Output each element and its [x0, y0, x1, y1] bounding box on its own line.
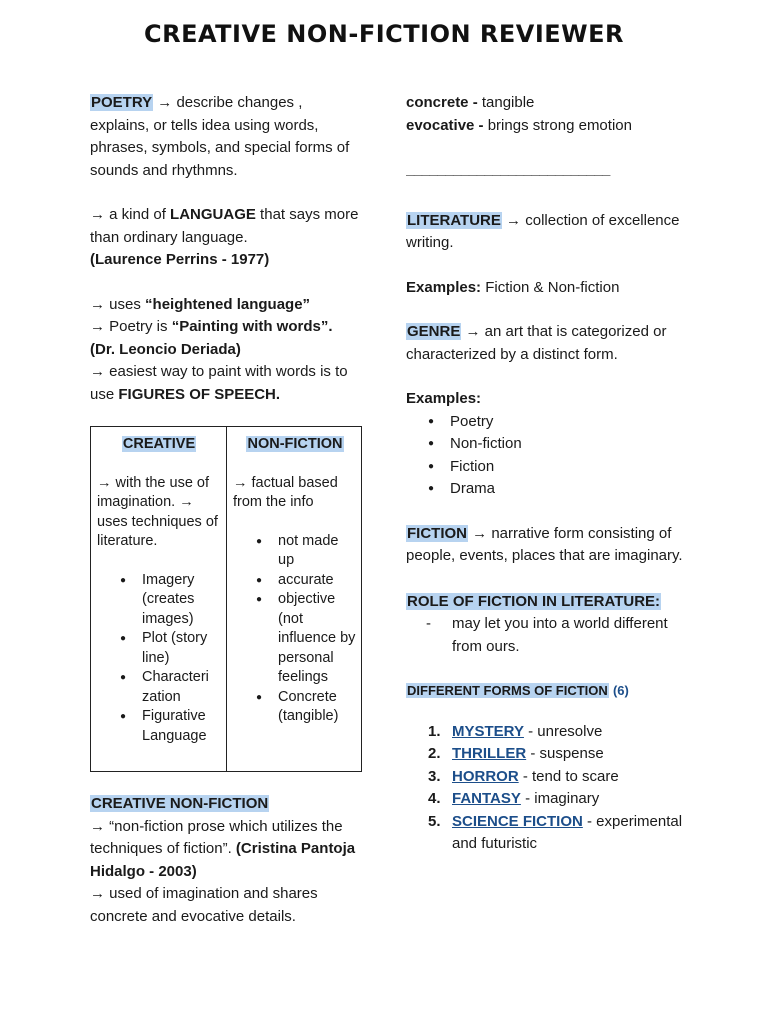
- role-heading-block: [406, 590, 696, 614]
- form-desc: - unresolve: [523, 722, 603, 740]
- concrete-evocative: [406, 92, 696, 137]
- table-divider: [226, 427, 227, 771]
- fiction-definition: [406, 523, 696, 568]
- list-item: ● not made up: [278, 532, 357, 571]
- form-link-fantasy[interactable]: FANTASY: [452, 790, 521, 807]
- list-item: ● Imagery (creates images): [142, 571, 221, 630]
- list-item: ● accurate: [278, 571, 357, 591]
- comparison-table: [90, 426, 362, 772]
- list-item: ● Fiction: [450, 456, 696, 479]
- table-col-creative: [97, 435, 221, 746]
- lang-pre: → a kind of: [90, 206, 171, 223]
- heightened-pre: → uses: [90, 295, 146, 313]
- table-col-nonfiction: [233, 435, 357, 727]
- poetry-def-text: → describe changes , explains, or tells idea using words, phrases, symbols, and special forms of sounds and rhythmns.: [90, 94, 350, 179]
- genre-def: → an art that is categorized or characterized by a distinct form.: [406, 323, 667, 363]
- list-item: ● Non-fiction: [450, 433, 696, 456]
- form-link-horror[interactable]: HORROR: [452, 767, 519, 785]
- list-item: [428, 721, 696, 744]
- list-number: 2.: [428, 745, 441, 762]
- right-column: [406, 92, 696, 856]
- concrete-def: tangible: [481, 94, 535, 111]
- cnf-definition: [90, 793, 362, 928]
- concrete-term: concrete -: [406, 94, 482, 111]
- list-number: 5.: [428, 812, 441, 830]
- painting-term: “Painting with words”.: [171, 318, 333, 335]
- form-desc: - suspense: [526, 745, 604, 762]
- lang-citation: (Laurence Perrins - 1977): [90, 251, 270, 268]
- left-column: [90, 92, 362, 406]
- genre-term: GENRE: [407, 323, 461, 340]
- form-link-mystery[interactable]: MYSTERY: [452, 722, 524, 740]
- forms-count: (6): [612, 683, 629, 698]
- examples-label: Examples:: [406, 278, 482, 296]
- evocative-def: brings strong emotion: [487, 116, 632, 134]
- creative-text: → with the use of imagination. → uses techniques of literature.: [97, 474, 218, 549]
- genre-definition: [406, 321, 696, 366]
- literature-definition: [406, 210, 696, 255]
- list-item: [428, 811, 696, 856]
- form-desc: - experimental and futuristic: [452, 812, 683, 852]
- painting-citation: (Dr. Leoncio Deriada): [90, 340, 241, 358]
- role-list: [406, 613, 696, 658]
- list-item: ● Figurative Language: [142, 707, 221, 746]
- role-heading: ROLE OF FICTION IN LITERATURE:: [407, 592, 661, 610]
- painting-pre: → Poetry is: [90, 318, 172, 335]
- list-item: ● Characteri zation: [142, 668, 221, 707]
- fiction-def: → narrative form consisting of people, events, places that are imaginary.: [406, 524, 683, 564]
- creative-list: [97, 571, 221, 747]
- separator-line: __________________________: [406, 161, 610, 178]
- lang-post: that says more than ordinary language.: [90, 206, 359, 246]
- cnf-citation: (Cristina Pantoja Hidalgo - 2003): [90, 840, 356, 880]
- list-item: ● Poetry: [450, 411, 696, 434]
- table-header-nonfiction: NON-FICTION: [247, 436, 343, 452]
- examples-text: Fiction & Non-fiction: [481, 278, 620, 296]
- poetry-definition: [90, 92, 362, 182]
- list-number: 4.: [428, 790, 441, 807]
- easiest-pre: → easiest way to paint with words is to use: [90, 363, 348, 403]
- list-item: [428, 788, 696, 811]
- form-link-thriller[interactable]: THRILLER: [452, 745, 527, 762]
- list-number: 1.: [428, 722, 441, 740]
- language-definition: [90, 204, 362, 272]
- nonfiction-list: [233, 532, 357, 727]
- lang-term: LANGUAGE: [170, 206, 256, 223]
- creative-nonfiction-section: [90, 793, 362, 928]
- genre-examples-list: [406, 411, 696, 501]
- genre-examples-label-text: Examples:: [406, 390, 482, 407]
- literature-term: LITERATURE: [407, 211, 501, 229]
- heightened-language: [90, 294, 362, 407]
- cnf-def-text: → “non-fiction prose which utilizes the techniques of fiction”.: [90, 817, 343, 857]
- cnf-term: CREATIVE NON-FICTION: [91, 795, 269, 812]
- fiction-term: FICTION: [407, 524, 467, 542]
- form-link-science-fiction[interactable]: SCIENCE FICTION: [452, 812, 583, 830]
- easiest-term: FIGURES OF SPEECH.: [118, 385, 281, 403]
- literature-def: → collection of excellence writing.: [406, 211, 680, 251]
- form-desc: - imaginary: [520, 790, 600, 807]
- table-header-creative: CREATIVE: [122, 436, 196, 452]
- list-item: ● Concrete (tangible): [278, 688, 357, 727]
- forms-list: [406, 721, 696, 856]
- list-item: ● Plot (story line): [142, 629, 221, 668]
- list-item: - may let you into a world different from ours.: [452, 613, 696, 658]
- forms-heading-block: [406, 680, 696, 703]
- form-desc: - tend to scare: [518, 767, 619, 785]
- page-title: CREATIVE NON-FICTION REVIEWER: [143, 20, 625, 48]
- list-item: [428, 766, 696, 789]
- literature-examples: [406, 277, 696, 300]
- poetry-term: POETRY: [91, 94, 153, 111]
- list-item: ● Drama: [450, 478, 696, 501]
- forms-heading: DIFFERENT FORMS OF FICTION: [407, 683, 608, 698]
- list-number: 3.: [428, 767, 441, 785]
- cnf-line2: → used of imagination and shares concrete and evocative details.: [90, 885, 318, 925]
- list-item: [428, 743, 696, 766]
- heightened-term: “heightened language”: [145, 295, 311, 313]
- nonfiction-text: → factual based from the info: [233, 474, 338, 510]
- list-item: ● objective (not influence by personal feelings: [278, 590, 357, 688]
- genre-examples-label: [406, 388, 696, 411]
- evocative-term: evocative -: [406, 116, 488, 134]
